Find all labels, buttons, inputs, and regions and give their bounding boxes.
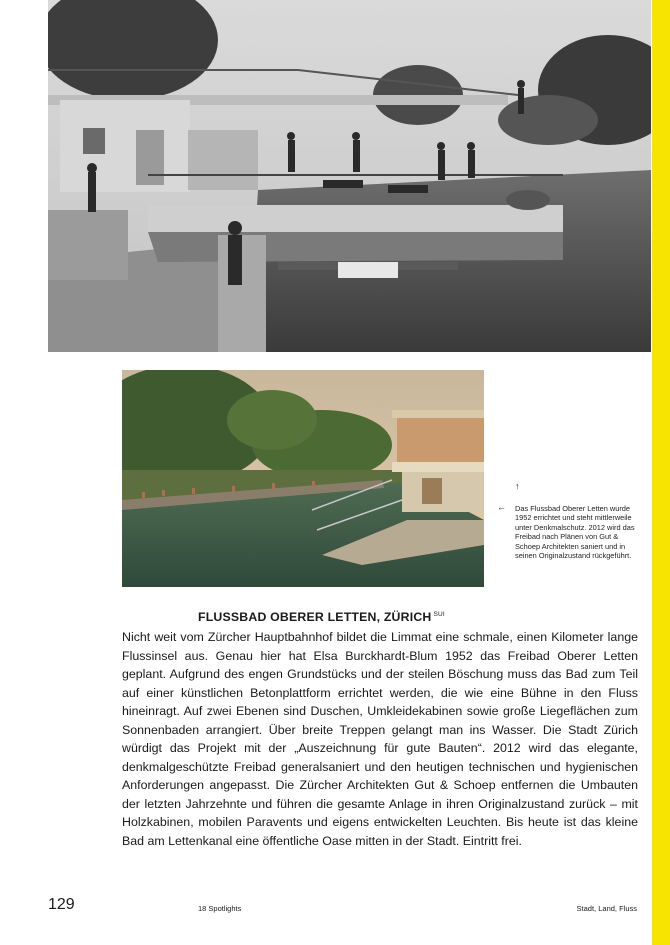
page-number: 129 bbox=[48, 896, 75, 913]
article-title bbox=[198, 610, 445, 624]
yellow-edge-bar bbox=[652, 0, 670, 945]
article-body: Nicht weit vom Zürcher Hauptbahnhof bildet die Limmat eine schmale, einen Kilometer lange Flussinsel aus. Genau hier hat Elsa Burckhardt-Blum 1952 das Freibad Oberer Letten geplant. Aufgrund des engen Grundstücks und der steilen Böschung muss das Bad zum Teil auf einer künstlichen Betonplattform errichtet werden, die wie eine Bühne in den Fluss hineinragt. Auf zwei Ebenen sind Duschen, Umkleidekabinen sowie große Liegeflächen zum Sonnenbaden arrangiert. Über breite Treppen gelangt man ins Wasser. Die Stadt Zürich würdigt das Projekt mit der „Auszeichnung für gute Bauten“. 2012 wird das elegante, denkmalgeschützte Freibad generalsaniert und den heutigen technischen und hygienischen Anforderungen angepasst. Die Zürcher Architekten Gut & Schoep entfernen die Umbauten der letzten Jahrzehnte und führen die gesamte Anlage in ihren Originalzustand zurück – mit Holzkabinen, mobilen Paravents und eigens entwickelten Leuchten. Bis heute ist das kleine Bad am Lettenkanal eine öffentliche Oase mitten in der Stadt. Eintritt frei. bbox=[122, 630, 638, 848]
country-code: SUI bbox=[433, 611, 445, 618]
arrow-up-icon: ↑ bbox=[515, 481, 520, 491]
caption-text: Das Flussbad Oberer Letten wurde 1952 errichtet und steht mittlerweile unter Denkmalschutz. 2012 wird das Freibad nach Plänen von Gut & Schoep Architekten saniert und in seinen Originalzustand rückgeführt. bbox=[515, 504, 635, 561]
arrow-left-icon: ← bbox=[497, 502, 506, 512]
historic-photo bbox=[48, 0, 651, 352]
article-title-text: FLUSSBAD OBERER LETTEN, ZÜRICH bbox=[198, 610, 432, 624]
current-photo bbox=[122, 370, 484, 587]
footer-section: 18 Spotlights bbox=[198, 904, 242, 913]
footer-book-title: Stadt, Land, Fluss bbox=[576, 904, 637, 913]
